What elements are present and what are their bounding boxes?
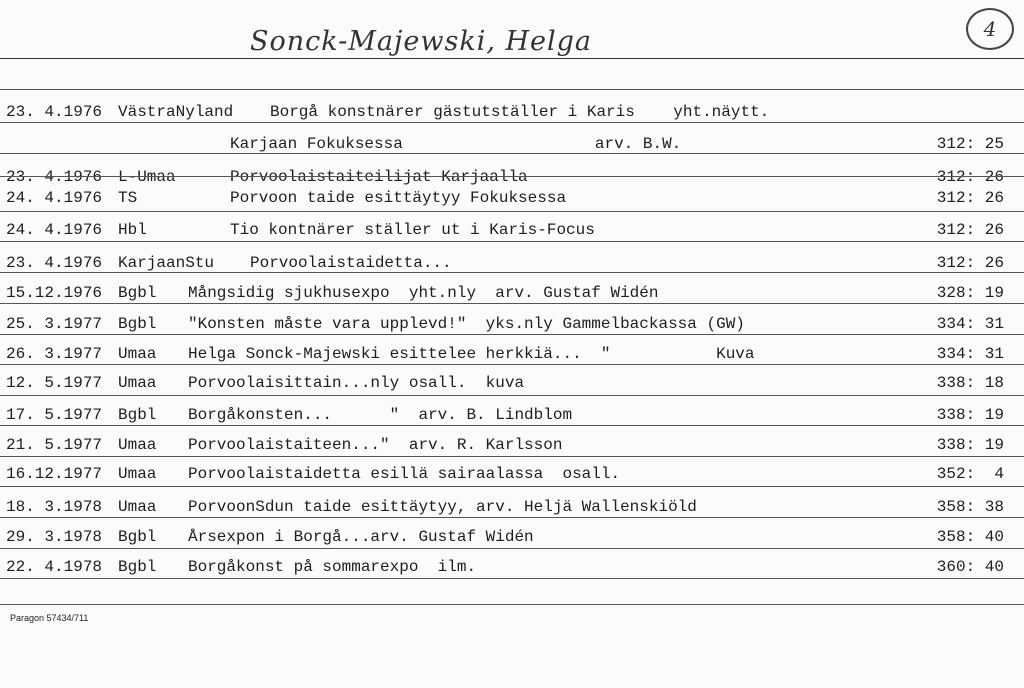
card-heading-name: Sonck-Majewski, Helga bbox=[250, 26, 593, 57]
entry-row bbox=[0, 313, 1024, 335]
entry-title: "Konsten måste vara upplevd!" yks.nly Gammelbackassa (GW) bbox=[188, 315, 745, 333]
entry-row bbox=[0, 133, 1024, 155]
entry-page: 334: 31 bbox=[936, 345, 1004, 363]
entry-title: Helga Sonck-Majewski esittelee herkkiä... " Kuva bbox=[188, 345, 755, 363]
entry-title: PorvoonSdun taide esittäytyy, arv. Heljä Wallenskiöld bbox=[188, 498, 697, 516]
row-rule bbox=[0, 486, 1024, 487]
row-rule bbox=[0, 364, 1024, 365]
entry-date: 16.12.1977 bbox=[6, 465, 103, 483]
entry-row bbox=[0, 556, 1024, 578]
entry-title: Karjaan Fokuksessa arv. B.W. bbox=[230, 135, 682, 153]
entry-source: Umaa bbox=[118, 374, 157, 392]
entry-source: Bgbl bbox=[118, 284, 157, 302]
entry-source: Bgbl bbox=[118, 558, 157, 576]
entry-source: VästraNyland bbox=[118, 103, 234, 121]
entry-row bbox=[0, 166, 1024, 188]
entry-title: Tio kontnärer ställer ut i Karis-Focus bbox=[230, 221, 595, 239]
entry-title: Årsexpon i Borgå...arv. Gustaf Widén bbox=[188, 528, 534, 546]
entry-date: 23. 4.1976 bbox=[6, 103, 103, 121]
entry-date: 12. 5.1977 bbox=[6, 374, 103, 392]
entry-title: Mångsidig sjukhusexpo yht.nly arv. Gustaf Widén bbox=[188, 284, 659, 302]
divider bbox=[0, 89, 1024, 90]
row-rule bbox=[0, 334, 1024, 335]
entry-page: 312: 26 bbox=[936, 189, 1004, 207]
entry-date: 23. 4.1976 bbox=[6, 254, 103, 272]
entry-date: 25. 3.1977 bbox=[6, 315, 103, 333]
entry-page: 312: 26 bbox=[936, 168, 1004, 186]
entry-row bbox=[0, 526, 1024, 548]
entry-row bbox=[0, 434, 1024, 456]
entry-row bbox=[0, 252, 1024, 274]
entry-source: Hbl bbox=[118, 221, 147, 239]
row-rule bbox=[0, 303, 1024, 304]
entry-source: Bgbl bbox=[118, 406, 157, 424]
entry-title: Porvoolaistaiteen..." arv. R. Karlsson bbox=[188, 436, 563, 454]
row-rule bbox=[0, 241, 1024, 242]
entry-row bbox=[0, 101, 1024, 123]
entry-page: 334: 31 bbox=[936, 315, 1004, 333]
entry-source: L-Umaa bbox=[118, 168, 176, 186]
row-rule bbox=[0, 272, 1024, 273]
entry-page: 358: 38 bbox=[936, 498, 1004, 516]
entry-row bbox=[0, 372, 1024, 394]
entry-date: 26. 3.1977 bbox=[6, 345, 103, 363]
entry-page: 312: 25 bbox=[936, 135, 1004, 153]
entry-date: 18. 3.1978 bbox=[6, 498, 103, 516]
entry-date: 24. 4.1976 bbox=[6, 221, 103, 239]
entry-date: 24. 4.1976 bbox=[6, 189, 103, 207]
entry-page: 360: 40 bbox=[936, 558, 1004, 576]
entry-title: Porvoolaistaidetta... bbox=[250, 254, 452, 272]
entry-title: Porvoolaistaidetta esillä sairaalassa osall. bbox=[188, 465, 621, 483]
entry-date: 15.12.1976 bbox=[6, 284, 103, 302]
entry-title: Porvoolaisittain...nly osall. kuva bbox=[188, 374, 525, 392]
entry-source: Bgbl bbox=[118, 528, 157, 546]
row-rule bbox=[0, 211, 1024, 212]
entry-page: 352: 4 bbox=[936, 465, 1004, 483]
entry-page: 328: 19 bbox=[936, 284, 1004, 302]
row-rule bbox=[0, 548, 1024, 549]
bottom-rule bbox=[0, 604, 1024, 605]
entry-title: Borgåkonst på sommarexpo ilm. bbox=[188, 558, 477, 576]
entry-page: 312: 26 bbox=[936, 221, 1004, 239]
row-rule bbox=[0, 578, 1024, 579]
row-rule bbox=[0, 456, 1024, 457]
entry-source: Umaa bbox=[118, 436, 157, 454]
row-rule bbox=[0, 153, 1024, 154]
printer-mark: Paragon 57434/711 bbox=[10, 613, 89, 623]
entry-page: 312: 26 bbox=[936, 254, 1004, 272]
entry-date: 21. 5.1977 bbox=[6, 436, 103, 454]
row-rule bbox=[0, 176, 1024, 177]
entry-title: Porvoon taide esittäytyy Fokuksessa bbox=[230, 189, 567, 207]
entry-source: Umaa bbox=[118, 498, 157, 516]
entry-page: 338: 19 bbox=[936, 406, 1004, 424]
row-rule bbox=[0, 395, 1024, 396]
entry-page: 358: 40 bbox=[936, 528, 1004, 546]
entry-row bbox=[0, 463, 1024, 485]
entry-date: 17. 5.1977 bbox=[6, 406, 103, 424]
entry-row bbox=[0, 219, 1024, 241]
entry-row bbox=[0, 343, 1024, 365]
entry-row bbox=[0, 404, 1024, 426]
entry-title: Porvoolaistaiteilijat Karjaalla bbox=[230, 168, 528, 186]
entry-source: KarjaanStu bbox=[118, 254, 215, 272]
entry-source: Umaa bbox=[118, 465, 157, 483]
entry-page: 338: 18 bbox=[936, 374, 1004, 392]
entry-date: 22. 4.1978 bbox=[6, 558, 103, 576]
row-rule bbox=[0, 517, 1024, 518]
entry-date: 23. 4.1976 bbox=[6, 168, 103, 186]
entry-title: Borgå konstnärer gästutställer i Karis yht.näytt. bbox=[270, 103, 770, 121]
entry-title: Borgåkonsten... " arv. B. Lindblom bbox=[188, 406, 573, 424]
card-number-badge: 4 bbox=[966, 8, 1014, 50]
entry-date: 29. 3.1978 bbox=[6, 528, 103, 546]
row-rule bbox=[0, 122, 1024, 123]
entry-row bbox=[0, 496, 1024, 518]
header-rule bbox=[0, 58, 1024, 59]
row-rule bbox=[0, 425, 1024, 426]
entry-source: Umaa bbox=[118, 345, 157, 363]
entry-source: TS bbox=[118, 189, 138, 207]
entry-row bbox=[0, 187, 1024, 209]
entry-row bbox=[0, 282, 1024, 304]
entry-page: 338: 19 bbox=[936, 436, 1004, 454]
entry-source: Bgbl bbox=[118, 315, 157, 333]
